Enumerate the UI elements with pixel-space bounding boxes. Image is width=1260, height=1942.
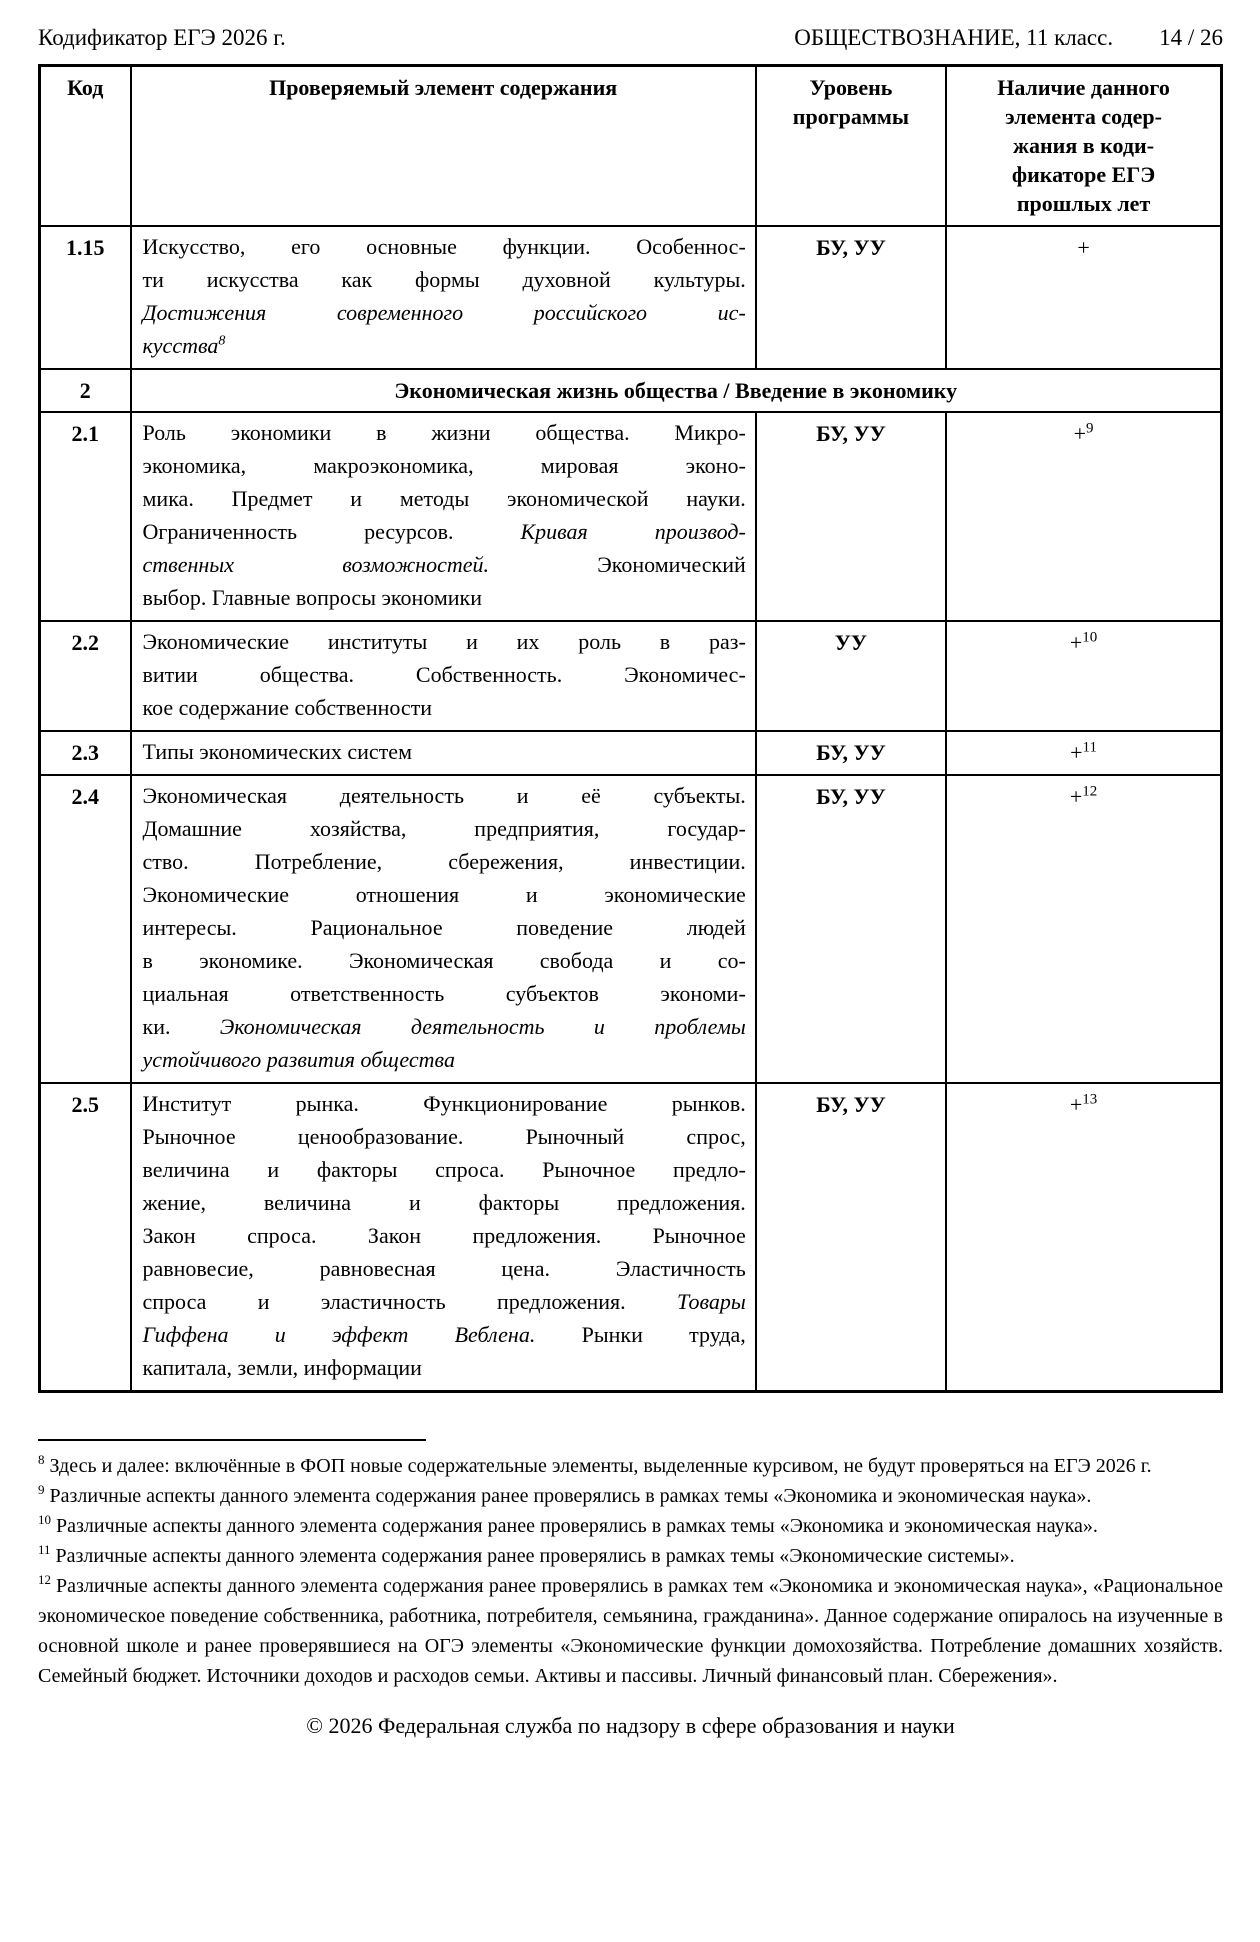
footnote-marker: 10 [38, 1512, 51, 1528]
footnote-text: Здесь и далее: включённые в ФОП новые содержательные элементы, выделенные курсивом, не будут проверяться на ЕГЭ 2026 г. [49, 1455, 1152, 1477]
text-segment: Рынки труда, [535, 1322, 746, 1347]
footnotes-section [38, 1439, 1223, 1691]
presence-plus-sign: + [1069, 630, 1083, 655]
table-row [40, 412, 1222, 621]
footnote [38, 1511, 1223, 1541]
header-page-number: 14 / 26 [1159, 25, 1223, 50]
content-cell [131, 412, 756, 621]
italic-text-segment: Кривая производ- [520, 519, 746, 544]
text-segment: Закон спроса. Закон предложения. Рыночное [142, 1223, 746, 1248]
italic-text-segment: Экономическая деятельность и проблемы [219, 1014, 746, 1039]
code-cell: 2.1 [40, 412, 131, 621]
content-cell [131, 731, 756, 775]
text-segment: спроса и эластичность предложения. [142, 1289, 678, 1314]
column-header [756, 66, 946, 227]
footnote-marker: 8 [38, 1452, 45, 1468]
level-cell: БУ, УУ [756, 412, 946, 621]
content-line [143, 658, 746, 691]
footnote-reference [218, 334, 225, 349]
text-segment: Типы экономических систем [142, 739, 412, 764]
content-cell [131, 226, 756, 369]
footnote-text: Различные аспекты данного элемента содержания ранее проверялись в рамках тем «Экономика и экономическая наука», «Рациональное экономическое поведение собственника, работника, потребителя, семьянина, гражданина». Данное содержание опиралось на изученные в основной школе и ранее проверявшиеся на ОГЭ элементы «Экономические функции домохозяйства. Потребление домашних хозяйств. Семейный бюджет. Источники доходов и расходов семьи. Активы и пассивы. Личный финансовый план. Сбережения». [38, 1575, 1223, 1687]
content-line [143, 1252, 746, 1285]
content-line [143, 482, 746, 515]
content-line [143, 1010, 746, 1043]
code-cell: 2.4 [40, 775, 131, 1083]
text-segment: витии общества. Собственность. Экономичес- [142, 662, 746, 687]
text-segment: Ограниченность ресурсов. [142, 519, 521, 544]
text-segment: Экономический [489, 552, 746, 577]
table-header-row [40, 66, 1222, 227]
table-body [40, 226, 1222, 1392]
content-line [143, 1285, 746, 1318]
section-title-cell: Экономическая жизнь общества / Введение в экономику [131, 369, 1222, 412]
level-cell: БУ, УУ [756, 1083, 946, 1392]
column-header [40, 66, 131, 227]
column-header-line: Наличие данного [997, 75, 1170, 100]
content-line [143, 230, 746, 263]
footnote-text: Различные аспекты данного элемента содержания ранее проверялись в рамках темы «Экономика и экономическая наука». [49, 1485, 1092, 1507]
header-document-title: Кодификатор ЕГЭ 2026 г. [38, 25, 286, 50]
italic-text-segment: устойчивого развития общества [142, 1047, 455, 1072]
content-cell [131, 1083, 756, 1392]
presence-cell [946, 775, 1221, 1083]
content-line [143, 329, 746, 362]
text-segment: равновесие, равновесная цена. Эластичность [142, 1256, 746, 1281]
column-header-line: прошлых лет [1016, 191, 1151, 216]
content-line [143, 911, 746, 944]
column-header-line: Код [67, 75, 104, 100]
table-row [40, 1083, 1222, 1392]
text-segment: экономика, макроэкономика, мировая эконо- [142, 453, 746, 478]
footnote-text: Различные аспекты данного элемента содержания ранее проверялись в рамках темы «Экономические системы». [55, 1545, 1015, 1567]
italic-text-segment: Достижения современного российского ис- [142, 300, 746, 325]
presence-footnote-reference: 9 [1086, 420, 1094, 437]
header-right-group [794, 24, 1223, 52]
level-cell: УУ [756, 621, 946, 731]
italic-text-segment: кусства [142, 333, 219, 358]
text-segment: Рыночное ценообразование. Рыночный спрос, [142, 1124, 746, 1149]
code-cell: 2 [40, 369, 131, 412]
text-segment: капитала, земли, информации [142, 1355, 422, 1380]
text-segment: кое содержание собственности [142, 695, 433, 720]
footnote [38, 1571, 1223, 1691]
presence-plus-sign: + [1070, 740, 1083, 765]
footnote-text: Различные аспекты данного элемента содержания ранее проверялись в рамках темы «Экономика и экономическая наука». [56, 1515, 1098, 1537]
footnote-separator [38, 1439, 426, 1441]
presence-plus-sign: + [1077, 235, 1090, 260]
content-cell [131, 775, 756, 1083]
footnote [38, 1481, 1223, 1511]
text-segment: выбор. Главные вопросы экономики [142, 585, 483, 610]
italic-text-segment: Товары [677, 1289, 746, 1314]
header-subject: ОБЩЕСТВОЗНАНИЕ, 11 класс. [794, 25, 1114, 50]
footnote-marker: 9 [38, 1482, 45, 1498]
table-header-row [40, 66, 1222, 227]
table-row [40, 621, 1222, 731]
content-line [143, 263, 746, 296]
text-segment: Роль экономики в жизни общества. Микро- [142, 420, 746, 445]
content-cell [131, 621, 756, 731]
presence-plus-sign: + [1069, 784, 1083, 809]
level-cell: БУ, УУ [756, 731, 946, 775]
text-segment: ти искусства как формы духовной культуры. [142, 267, 746, 292]
code-cell: 1.15 [40, 226, 131, 369]
presence-footnote-reference: 12 [1082, 783, 1098, 800]
footnote [38, 1541, 1223, 1571]
codifier-table [38, 64, 1223, 1393]
italic-text-segment: Гиффена и эффект Веблена. [142, 1322, 536, 1347]
content-line [143, 296, 746, 329]
content-line [143, 812, 746, 845]
footnote [38, 1451, 1223, 1481]
level-cell: БУ, УУ [756, 226, 946, 369]
content-line [143, 977, 746, 1010]
content-line [143, 416, 746, 449]
content-line [143, 1087, 746, 1120]
content-line [143, 878, 746, 911]
table-row [40, 731, 1222, 775]
text-segment: Экономическая деятельность и её субъекты. [142, 783, 746, 808]
column-header-line: элемента содер- [1005, 104, 1162, 129]
presence-cell [946, 1083, 1221, 1392]
text-segment: мика. Предмет и методы экономической науки. [142, 486, 746, 511]
page-footer: © 2026 Федеральная служба по надзору в сфере образования и науки [306, 1713, 955, 1738]
table-row [40, 775, 1222, 1083]
content-line [143, 1351, 746, 1384]
content-line [143, 449, 746, 482]
text-segment: Экономические отношения и экономические [142, 882, 746, 907]
text-segment: жение, величина и факторы предложения. [142, 1190, 746, 1215]
text-segment: Искусство, его основные функции. Особеннос- [142, 234, 746, 259]
section-row [40, 369, 1222, 412]
content-line [143, 845, 746, 878]
text-segment: ки. [142, 1014, 220, 1039]
text-segment: ство. Потребление, сбережения, инвестиции. [142, 849, 746, 874]
content-line [143, 1219, 746, 1252]
text-segment: величина и факторы спроса. Рыночное предло- [142, 1157, 746, 1182]
content-line [143, 1120, 746, 1153]
presence-cell [946, 226, 1221, 369]
table-row [40, 226, 1222, 369]
column-header [946, 66, 1221, 227]
page-running-header [38, 24, 1223, 52]
content-line [143, 515, 746, 548]
code-cell: 2.5 [40, 1083, 131, 1392]
content-line [143, 1153, 746, 1186]
presence-cell [946, 621, 1221, 731]
content-line [143, 779, 746, 812]
content-line [143, 581, 746, 614]
content-line [143, 1043, 746, 1076]
column-header-line: Уровень [809, 75, 893, 100]
content-line [143, 625, 746, 658]
presence-plus-sign: + [1073, 421, 1086, 446]
column-header-line: жания в коди- [1013, 133, 1155, 158]
content-line [143, 691, 746, 724]
footnote-marker: 11 [38, 1542, 51, 1558]
presence-footnote-reference: 10 [1082, 629, 1098, 646]
text-segment: Экономические институты и их роль в раз- [142, 629, 746, 654]
presence-footnote-reference: 13 [1082, 1091, 1098, 1108]
column-header-line: фикаторе ЕГЭ [1011, 162, 1156, 187]
italic-text-segment: ственных возможностей. [142, 552, 489, 577]
text-segment: Домашние хозяйства, предприятия, государ- [142, 816, 746, 841]
content-line [143, 944, 746, 977]
presence-cell [946, 412, 1221, 621]
presence-cell [946, 731, 1221, 775]
content-line [143, 548, 746, 581]
footnote-list [38, 1451, 1223, 1691]
text-segment: интересы. Рациональное поведение людей [142, 915, 746, 940]
level-cell: БУ, УУ [756, 775, 946, 1083]
content-line [143, 735, 746, 768]
text-segment: циальная ответственность субъектов экономи- [142, 981, 746, 1006]
column-header [131, 66, 756, 227]
text-segment: в экономике. Экономическая свобода и со- [142, 948, 746, 973]
footnote-marker: 12 [38, 1572, 51, 1588]
italic-text-segment: 8 [218, 333, 226, 349]
text-segment: Институт рынка. Функционирование рынков. [142, 1091, 746, 1116]
code-cell: 2.2 [40, 621, 131, 731]
column-header-line: программы [792, 104, 910, 129]
code-cell: 2.3 [40, 731, 131, 775]
presence-plus-sign: + [1069, 1092, 1083, 1117]
column-header-line: Проверяемый элемент содержания [269, 75, 618, 100]
content-line [143, 1318, 746, 1351]
presence-footnote-reference: 11 [1082, 739, 1097, 756]
content-line [143, 1186, 746, 1219]
